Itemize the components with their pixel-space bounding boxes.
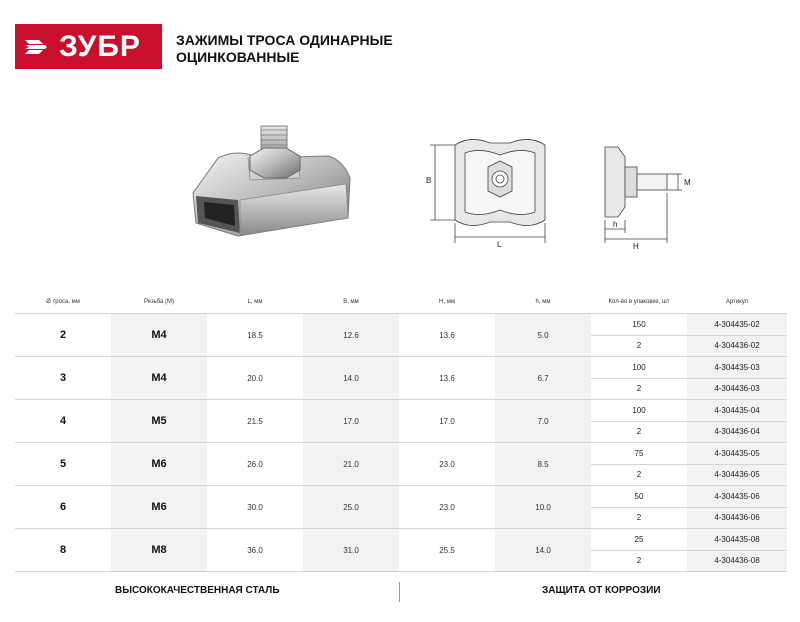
cell-hh: 17.0	[439, 416, 455, 426]
article-value: 4-304435-08	[714, 534, 760, 544]
cell-thread: M5	[111, 400, 207, 442]
qty-value: 2	[591, 378, 687, 400]
article-value: 4-304435-05	[714, 448, 760, 458]
cell-b: 31.0	[303, 529, 399, 571]
title-line-2: ОЦИНКОВАННЫЕ	[176, 49, 300, 65]
col-header-b: B, мм	[343, 299, 359, 305]
cell-diameter: 3	[59, 372, 67, 384]
article-value: 4-304435-03	[714, 362, 760, 372]
cell-thread: M8	[111, 529, 207, 571]
feature-corrosion: ЗАЩИТА ОТ КОРРОЗИИ	[542, 585, 661, 596]
qty-value: 2	[591, 550, 687, 572]
cell-article	[687, 357, 787, 399]
col-header-qty: Кол-во в упаковке, шт	[608, 299, 670, 305]
dim-b-label: B	[426, 176, 432, 185]
cell-b: 25.0	[303, 486, 399, 528]
qty-value: 100	[632, 362, 646, 372]
table-row	[15, 313, 787, 356]
cell-diameter: 2	[59, 329, 67, 341]
cell-thread: M6	[111, 486, 207, 528]
table-row	[15, 356, 787, 399]
cell-article	[687, 314, 787, 356]
cell-hh: 23.0	[439, 459, 455, 469]
article-value: 4-304436-05	[687, 464, 787, 486]
qty-value: 2	[591, 421, 687, 443]
cell-h: 5.0	[495, 314, 591, 356]
cell-l: 21.5	[247, 416, 263, 426]
cell-thread: M4	[111, 314, 207, 356]
cell-article	[687, 400, 787, 442]
table-row	[15, 528, 787, 572]
brand-name: ЗУБР	[59, 29, 141, 63]
cell-h: 6.7	[495, 357, 591, 399]
spec-table	[15, 313, 787, 572]
cell-l: 36.0	[247, 545, 263, 555]
cell-h: 10.0	[495, 486, 591, 528]
cell-h: 14.0	[495, 529, 591, 571]
cell-qty	[591, 400, 687, 442]
cell-article	[687, 443, 787, 485]
qty-value: 50	[634, 491, 644, 501]
cell-thread: M6	[111, 443, 207, 485]
dim-h-large-label: H	[633, 242, 639, 250]
table-row	[15, 399, 787, 442]
col-header-article: Артикул	[725, 299, 749, 305]
dim-h-small-label: h	[613, 220, 618, 229]
cell-qty	[591, 443, 687, 485]
cell-diameter: 4	[59, 415, 67, 427]
cell-article	[687, 529, 787, 571]
cell-b: 17.0	[303, 400, 399, 442]
qty-value: 150	[632, 319, 646, 329]
title-line-1: ЗАЖИМЫ ТРОСА ОДИНАРНЫЕ	[176, 32, 393, 48]
col-header-thread: Резьба (М)	[143, 299, 175, 305]
cell-qty	[591, 486, 687, 528]
cell-hh: 13.6	[439, 330, 455, 340]
cell-hh: 13.6	[439, 373, 455, 383]
col-header-hh: H, мм	[439, 299, 455, 305]
article-value: 4-304436-06	[687, 507, 787, 529]
table-row	[15, 442, 787, 485]
cell-b: 14.0	[303, 357, 399, 399]
col-header-h: h, мм	[535, 299, 551, 305]
technical-drawing	[420, 125, 790, 250]
cell-thread: M4	[111, 357, 207, 399]
product-photo	[178, 118, 373, 243]
cell-hh: 23.0	[439, 502, 455, 512]
table-header	[15, 299, 787, 313]
cell-diameter: 6	[59, 501, 67, 513]
cell-b: 21.0	[303, 443, 399, 485]
cell-hh: 25.5	[439, 545, 455, 555]
cell-b: 12.6	[303, 314, 399, 356]
cell-h: 8.5	[495, 443, 591, 485]
article-value: 4-304435-02	[714, 319, 760, 329]
cell-qty	[591, 357, 687, 399]
article-value: 4-304436-02	[687, 335, 787, 357]
footer-divider	[399, 582, 400, 602]
dim-m-label: M	[684, 178, 691, 187]
cell-h: 7.0	[495, 400, 591, 442]
cell-diameter: 8	[59, 544, 67, 556]
cell-article	[687, 486, 787, 528]
brand-arrows-icon	[25, 38, 51, 56]
cell-diameter: 5	[59, 458, 67, 470]
article-value: 4-304436-04	[687, 421, 787, 443]
dim-l-label: L	[497, 240, 502, 249]
col-header-l: L, мм	[247, 299, 263, 305]
qty-value: 2	[591, 335, 687, 357]
cell-l: 20.0	[247, 373, 263, 383]
article-value: 4-304436-08	[687, 550, 787, 572]
cell-qty	[591, 314, 687, 356]
feature-steel: ВЫСОКОКАЧЕСТВЕННАЯ СТАЛЬ	[115, 585, 280, 596]
table-row	[15, 485, 787, 528]
article-value: 4-304435-06	[714, 491, 760, 501]
cell-l: 18.5	[247, 330, 263, 340]
qty-value: 2	[591, 507, 687, 529]
article-value: 4-304436-03	[687, 378, 787, 400]
brand-logo	[15, 24, 162, 69]
qty-value: 25	[634, 534, 644, 544]
cell-qty	[591, 529, 687, 571]
col-header-diameter: Ø троса, мм	[46, 299, 80, 305]
cell-l: 26.0	[247, 459, 263, 469]
page-title	[176, 32, 393, 66]
cell-l: 30.0	[247, 502, 263, 512]
qty-value: 100	[632, 405, 646, 415]
qty-value: 75	[634, 448, 644, 458]
article-value: 4-304435-04	[714, 405, 760, 415]
qty-value: 2	[591, 464, 687, 486]
